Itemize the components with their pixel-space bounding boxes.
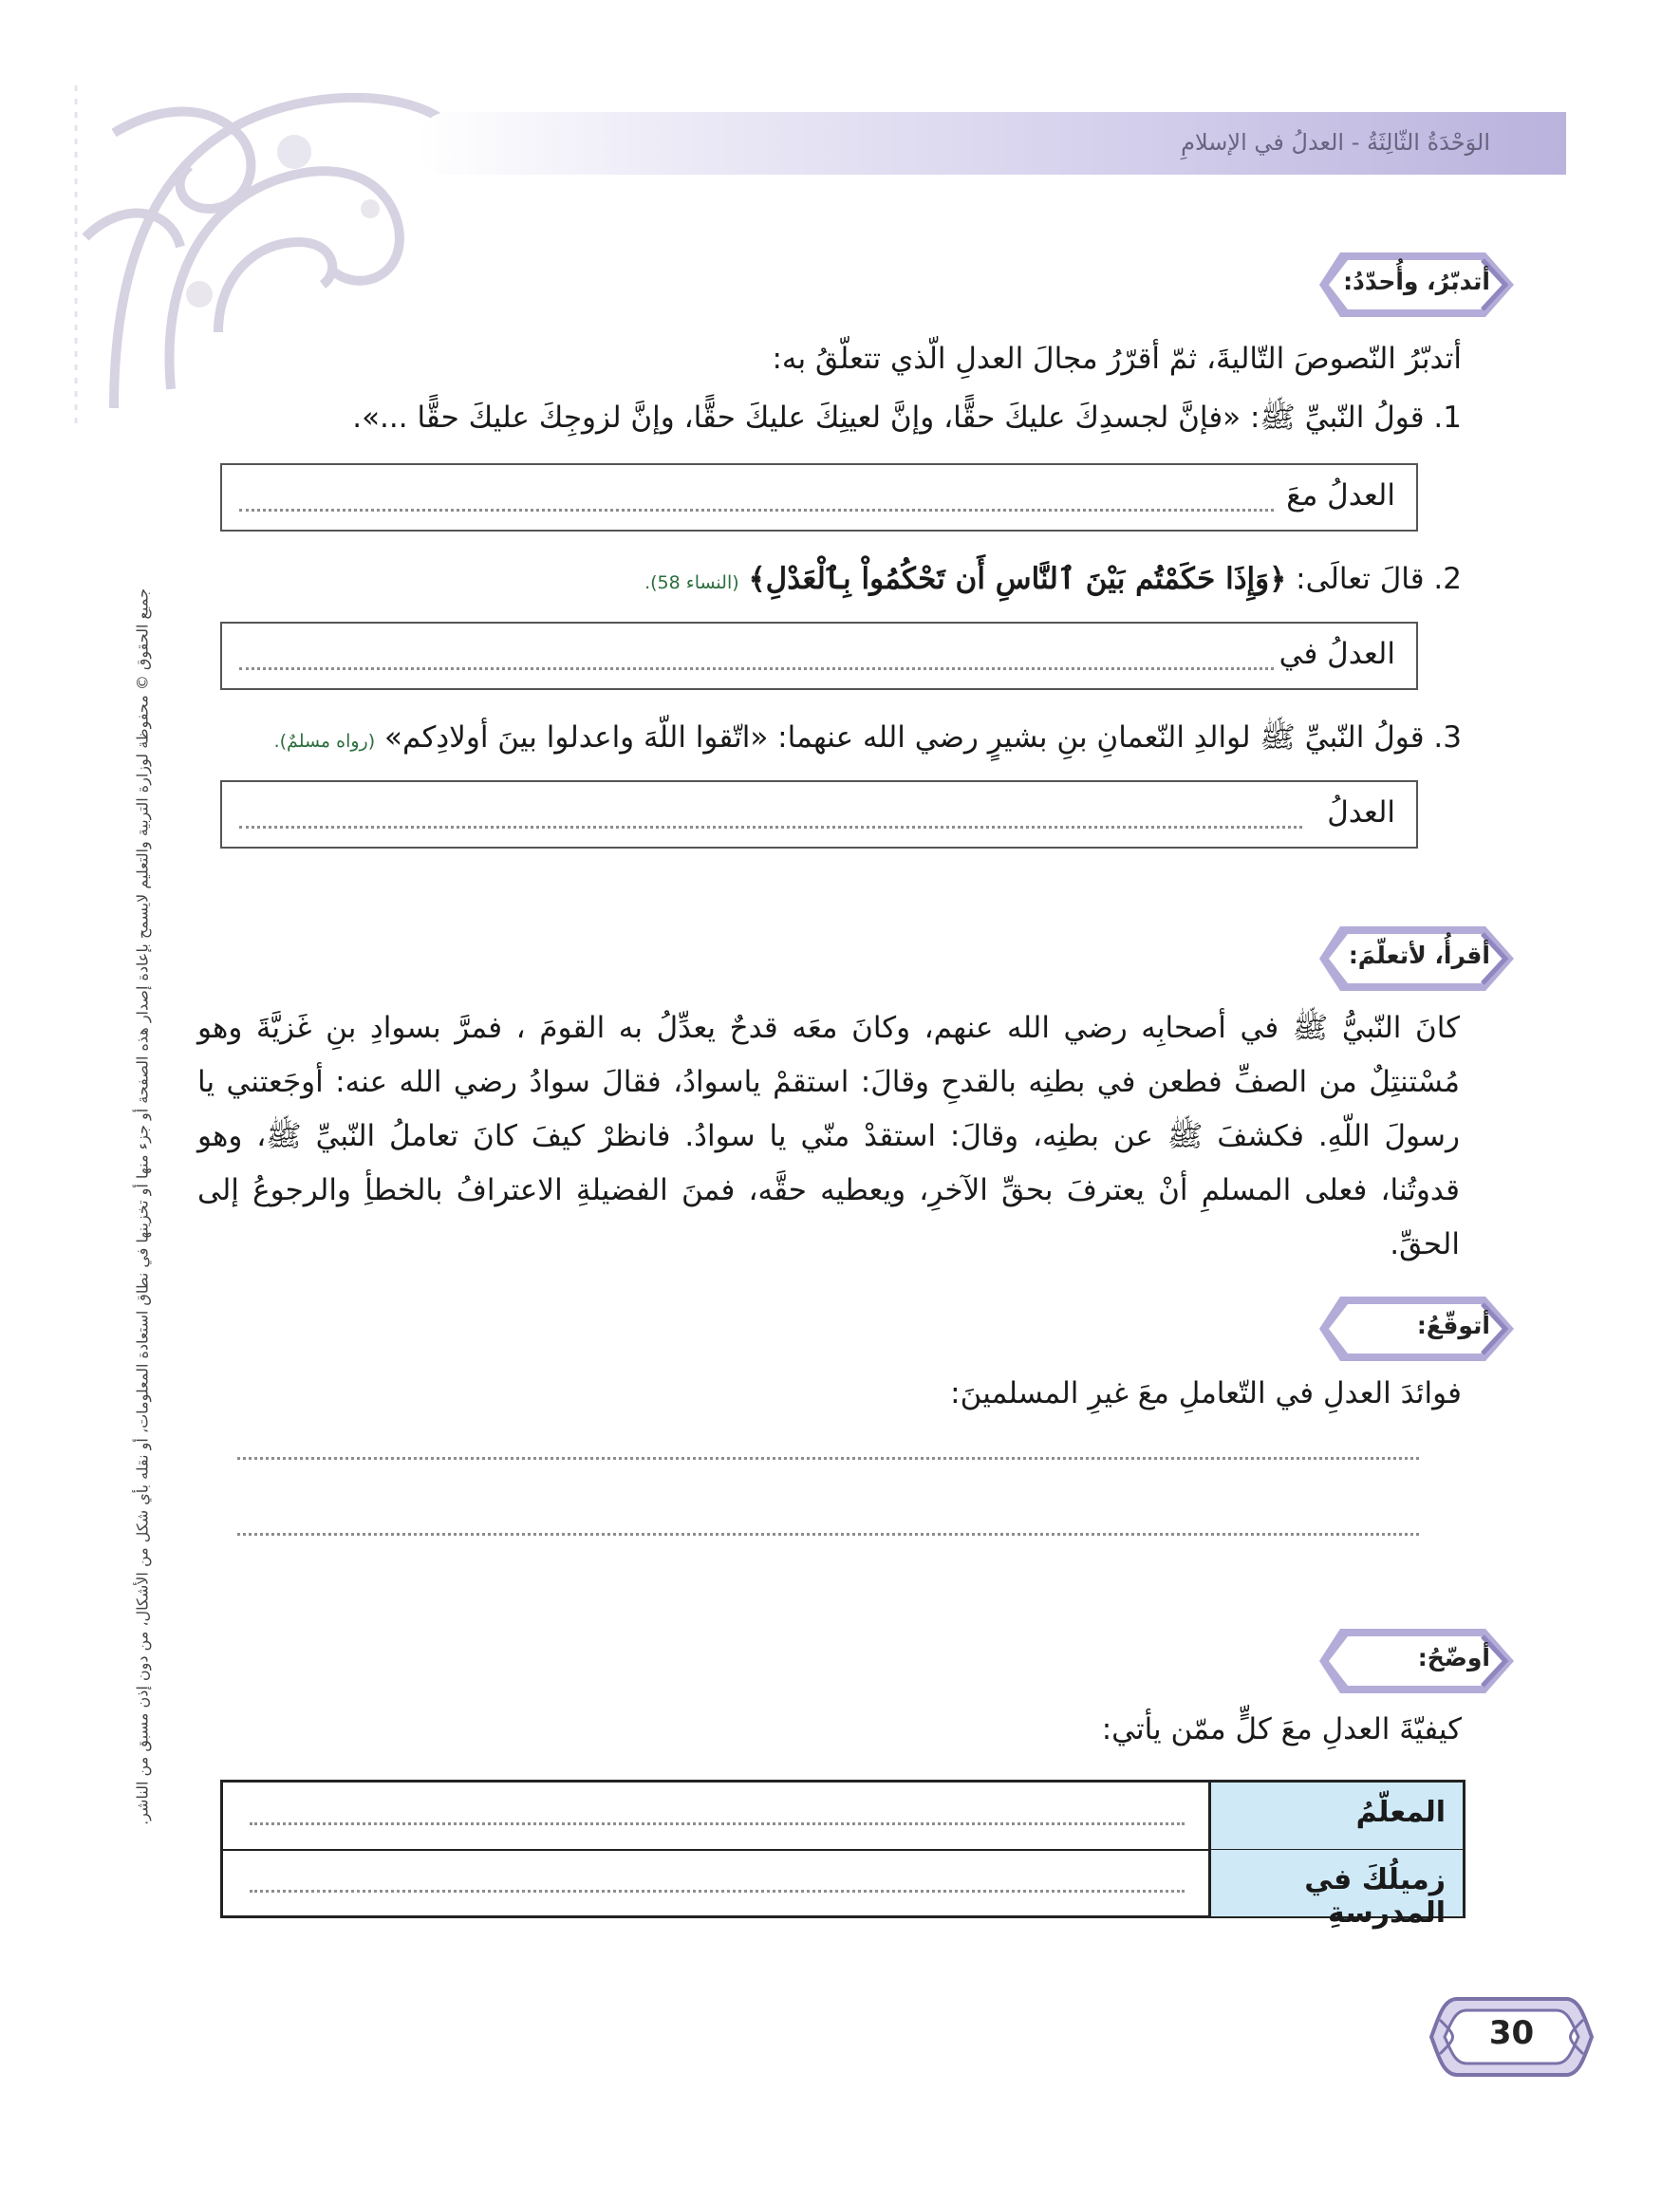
page-number-badge: [1428, 1991, 1595, 2082]
item-3-text: [274, 717, 1462, 762]
story-paragraph: كانَ النّبيُّ ﷺ في أصحابِه رضي الله عنهم، وكانَ معَه قدحٌ يعدِّلُ به القومَ ، فمرَّ بسوادِ بنِ غَزيَّةَ وهو مُسْتنتِلٌ من الصفِّ فطعن في بطنِه بالقدحِ وقالَ: استقمْ ياسوادُ، فقالَ سوادُ رضي الله عنه: أوجَعتني يا رسولَ اللّهِ. فكشفَ ﷺ عن بطنِه، وقالَ: استقدْ منّي يا سوادُ. فانظرْ كيفَ كانَ تعاملُ النّبيِّ ﷺ، وهو قدوتُنا، فعلى المسلمِ أنْ يعترفَ بحقِّ الآخرِ، ويعطيه حقَّه، فمنَ الفضيلةِ الاعترافُ بالخطأِ والرجوعُ إلى الحقِّ.: [197, 1011, 1460, 1261]
section-tag-reflect: [1319, 247, 1519, 323]
answer-dotted-line: [239, 509, 1274, 512]
unit-header-bar: [418, 112, 1566, 175]
page-number: 30: [1488, 2014, 1535, 2052]
item-1-text: 1. قولُ النّبيِّ ﷺ: «فإنَّ لجسدِكَ عليكَ حقًّا، وإنَّ لعينِكَ عليكَ حقًّا، وإنَّ لزوجِكَ عليكَ حقًّا ...».: [352, 401, 1462, 435]
verse-reference: (النساء 58).: [644, 572, 739, 593]
unit-title: الوَحْدَةُ الثّالِثَةُ - العدلُ في الإسلامِ: [1181, 129, 1490, 156]
answer-box-1[interactable]: [220, 463, 1418, 532]
item-2-text: [644, 558, 1462, 604]
section-tag-read: [1319, 921, 1519, 997]
section-tag-predict: [1319, 1291, 1519, 1367]
answer-box-3[interactable]: [220, 780, 1418, 849]
quran-verse: ﴿وَإِذَا حَكَمْتُم بَيْنَ ٱلنَّاسِ أَن تَحْكُمُواْ بِٱلْعَدْلِ﴾: [748, 562, 1287, 596]
answer-dotted-line[interactable]: [250, 1822, 1185, 1825]
answer-box-label: العدلُ: [1327, 795, 1395, 830]
answer-dotted-line-2[interactable]: [237, 1533, 1419, 1536]
tag-label: أتدبّرُ، وأُحدّدُ:: [1343, 268, 1490, 295]
tag-label: أتوقّعُ:: [1416, 1312, 1490, 1339]
answer-dotted-line: [239, 826, 1302, 829]
explain-prompt: كيفيّةَ العدلِ معَ كلٍّ ممّن يأتي:: [1101, 1712, 1462, 1746]
section1-intro: أتدبّرُ النّصوصَ التّاليةَ، ثمّ أقرّرُ مجالَ العدلِ الّذي تتعلّقُ به:: [772, 342, 1462, 376]
item-3-body: 3. قولُ النّبيِّ ﷺ لوالدِ النّعمانِ بنِ بشيرٍ رضي الله عنهما: «اتّقوا اللّهَ واعدلوا بينَ أولادِكم»: [384, 720, 1462, 755]
explain-table: [220, 1780, 1465, 1930]
row-label: زميلُكَ في المدرسةِ: [1208, 1850, 1463, 1916]
answer-box-2[interactable]: [220, 622, 1418, 690]
answer-box-label: العدلُ معَ: [1286, 478, 1395, 513]
copyright-notice: جميع الحقوق © محفوظة لوزارة التربية والتعليم لايسمح بإعادة إصدار هذه الصفحة أو جزء منها أو تخزينها في نطاق استعادة المعلومات، أو نقله بأي شكل من الأشكال، من دون إذن مسبق من الناشر.: [133, 588, 152, 1825]
answer-box-label: العدلُ في: [1279, 637, 1395, 671]
table-row: [223, 1783, 1463, 1851]
item-2-prefix: 2. قالَ تعالَى:: [1296, 562, 1462, 596]
table-row: [223, 1850, 1463, 1930]
section-tag-explain: [1319, 1623, 1519, 1699]
predict-prompt: فوائدَ العدلِ في التّعاملِ معَ غيرِ المسلمينَ:: [950, 1376, 1462, 1410]
answer-dotted-line: [239, 667, 1274, 670]
answer-dotted-line-1[interactable]: [237, 1457, 1419, 1460]
corner-ornament: [57, 47, 465, 427]
row-label: المعلّمُ: [1208, 1783, 1463, 1849]
tag-label: أوضّحُ:: [1417, 1644, 1490, 1671]
answer-dotted-line[interactable]: [250, 1890, 1185, 1893]
tag-label: أقرأُ، لأتعلّمَ:: [1348, 942, 1490, 969]
hadith-reference: (رواه مسلمٌ).: [273, 731, 376, 752]
